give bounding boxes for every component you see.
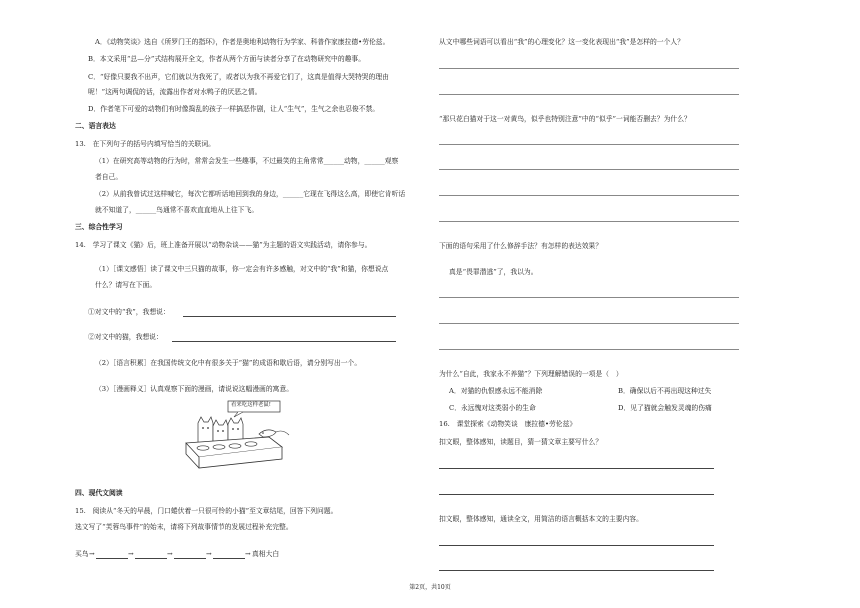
question-13-2-line1: （2）从前我曾试过这样喊它，每次它都听话地回到我的身边，______它现在飞得这么高，即使它肯听话: [95, 190, 406, 198]
chain-arrow-3: →: [167, 550, 173, 558]
answer-line[interactable]: [439, 349, 739, 350]
answer-line[interactable]: [439, 221, 739, 222]
section-heading-reading: 四、现代文阅读: [75, 489, 123, 497]
chain-start: 买鸟: [75, 550, 89, 558]
question-14-1-line2: 什么？请写在下面。: [95, 281, 157, 289]
section-heading-language: 二、语言表达: [75, 122, 116, 130]
chain-arrow-2: →: [128, 550, 134, 558]
answer-line-about-cat[interactable]: [172, 341, 396, 342]
question-14: 14. 学习了课文《猫》后，班上准备开展以“动物杂谈——猫”为主题的语文实践活动，请你参与。: [75, 241, 372, 249]
answer-line[interactable]: [439, 494, 714, 495]
question-15-1: 从文中哪些词语可以看出“我”的心理变化？这一变化表现出“我”是怎样的一个人？: [439, 38, 684, 46]
question-13-1-line1: （1）在研究高等动物的行为时，常常会发生一些趣事，不过最笑的主角常常______动物，______观察: [95, 157, 399, 165]
answer-line[interactable]: [439, 169, 739, 170]
comic-illustration: [183, 399, 296, 471]
question-15-3-quote: 真是“畏罪潜逃”了，我以为。: [449, 268, 538, 276]
question-16-2: 扣文眼，整体感知，通读全文，用简洁的语言概括本文的主要内容。: [439, 515, 643, 523]
option-b: B．本文采用“总—分”式结构展开全文，作者从两个方面与读者分享了在动物研究中的趣事。: [88, 55, 366, 63]
question-13-2-line2: 就不知道了，______鸟通常不喜欢直直地从上往下飞。: [95, 206, 259, 214]
chain-blank-1[interactable]: [96, 558, 128, 559]
answer-line[interactable]: [439, 323, 739, 324]
question-13: 13. 在下列句子的括号内填写恰当的关联词。: [75, 140, 215, 148]
answer-line[interactable]: [439, 94, 739, 95]
chain-blank-3[interactable]: [174, 558, 206, 559]
chain-end: 真相大白: [252, 550, 280, 558]
page-footer: 第2页，共10页: [409, 584, 451, 591]
question-14-about-me: ①对文中的“我”，我想说：: [88, 308, 170, 316]
question-16-1: 扣文眼，整体感知，读题目，猜一猜文章主要写什么？: [439, 438, 603, 446]
option-15-4-d[interactable]: D．见了猫就会触发灵魂的伤痛: [618, 404, 712, 412]
answer-line[interactable]: [439, 545, 714, 546]
option-d: D．作者笔下可爱的动物们有时像捣乱的孩子一样搞恶作剧，让人“生气”，生气之余也忍俊不禁。: [88, 105, 380, 113]
question-15-3: 下面的语句采用了什么修辞手法？有怎样的表达效果？: [439, 242, 603, 250]
option-a: A．《动物笑谈》选自《所罗门王的指环》，作者是奥地利动物行为学家、科普作家康拉德•劳伦兹。: [95, 38, 390, 46]
right-column: [430, 0, 860, 608]
question-14-3: （3）［漫画释义］认真观察下面的漫画，请说说这幅漫画的寓意。: [95, 385, 294, 393]
chain-arrow-5: →: [245, 550, 251, 558]
answer-line[interactable]: [439, 68, 739, 69]
question-14-1-line1: （1）［课文感悟］读了课文中三只猫的故事，你一定会有许多感触，对文中的“我”和猫，你想说点: [95, 265, 389, 273]
answer-line[interactable]: [439, 468, 714, 469]
answer-line[interactable]: [439, 195, 739, 196]
option-c-line2: 呢！”这两句调侃的话，流露出作者对水鸭子的厌恶之情。: [88, 88, 262, 96]
question-16: 16. 课堂探索《动物笑谈 康拉德•劳伦兹》: [439, 420, 577, 428]
question-15-4: 为什么“自此，我家永不养猫”？下列理解错误的一项是（ ）: [439, 370, 623, 378]
chain-arrow-4: →: [206, 550, 212, 558]
option-15-4-b[interactable]: B．确保以后不再出现这种过失: [618, 387, 712, 395]
chain-blank-4[interactable]: [213, 558, 245, 559]
option-c-line1: C．“好像只要我不出声，它们就以为我死了，或者以为我不再爱它们了，这真是值得大哭特哭的理由: [88, 73, 389, 81]
comic-caption: 看来吃这样老鼠!: [231, 402, 271, 408]
question-15-line2: 选文写了“芙蓉鸟事件”的始末，请将下列故事情节的发展过程补充完整。: [75, 523, 293, 531]
question-15-2: “那只花白猫对于这一对黄鸟，似乎也特别注意”中的“似乎”一词能否删去？为什么？: [439, 115, 691, 123]
answer-line[interactable]: [439, 297, 739, 298]
question-14-about-cat: ②对文中的猫，我想说：: [88, 333, 163, 341]
chain-blank-2[interactable]: [135, 558, 167, 559]
section-heading-comprehensive: 三、综合性学习: [75, 223, 123, 231]
question-13-1-line2: 者自己。: [95, 173, 123, 181]
answer-line-about-me[interactable]: [183, 316, 396, 317]
answer-line[interactable]: [439, 570, 714, 571]
question-15-line1: 15. 阅读从“冬天的早晨，门口蜷伏着一只很可怜的小猫”至文章结尾，回答下列问题。: [75, 507, 338, 515]
comic-drawing: [183, 399, 296, 471]
option-15-4-a[interactable]: A．对猫的仇恨感永远不能消除: [449, 387, 543, 395]
question-14-2: （2）［语言积累］在我国传统文化中有很多关于“猫”的成语和歇后语，请分别写出一个。: [95, 359, 362, 367]
option-15-4-c[interactable]: C．永远愧对这类弱小的生命: [449, 404, 536, 412]
answer-line[interactable]: [439, 144, 739, 145]
chain-arrow-1: →: [89, 550, 95, 558]
